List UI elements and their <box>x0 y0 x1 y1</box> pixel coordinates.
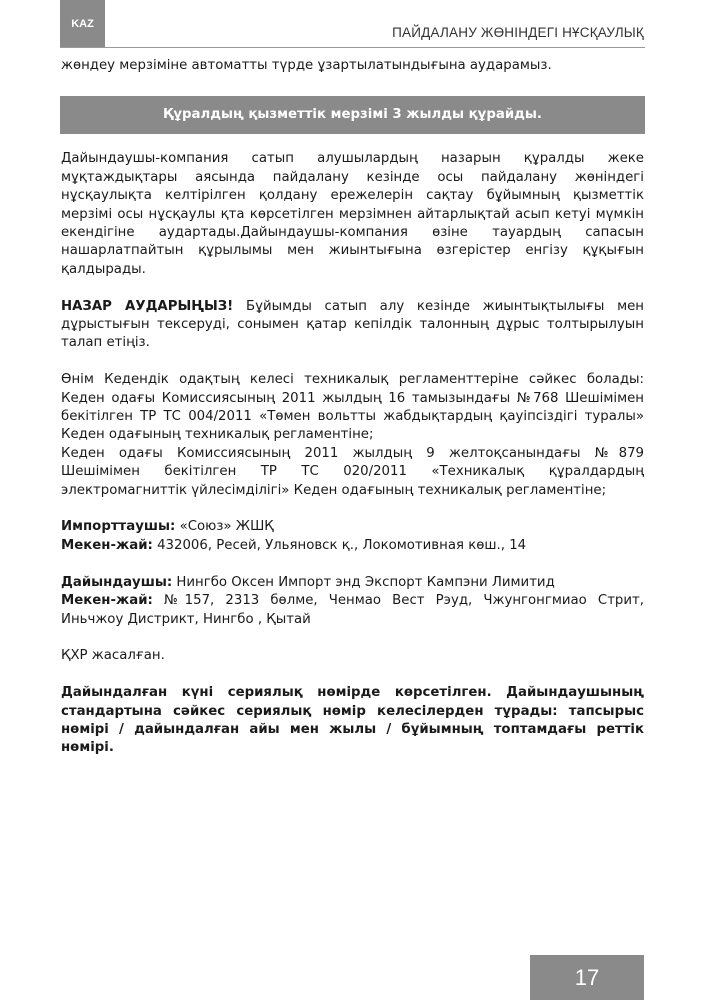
service-life-banner: Құралдың қызметтік мерзімі 3 жылды құрайды. <box>60 96 645 134</box>
manufacturer-notice-paragraph: Дайындаушы-компания сатып алушылардың назарын құралды жеке мұқтаждықтары аясында пайдалану кезінде осы пайдалану жөніндегі нұсқаулықта келтірілген қолдану ережелерін сақтау бұйымның қызметтік мерзімі осы нұсқаулы қта көрсетілген мерзімнен айтарлықтай асып кетуі мүмкін екендігіне аудартады.Дайындаушы-компания өзіне тауардың сапасын нашарлатпайтын құрылымы мен жиынтығына өзгерістер енгізу құқығын қалдырады. <box>61 151 644 277</box>
header-divider <box>60 47 645 48</box>
attention-paragraph <box>61 298 644 353</box>
page-header-title: ПАЙДАЛАНУ ЖӨНІНДЕГІ НҰСҚАУЛЫҚ <box>392 25 644 40</box>
serial-number-note-text: Дайындалған күні сериялық нөмірде көрсетілген. Дайындаушының стандартына сәйкес сериялық нөмір келесілерден тұрады: тапсырыс нөмірі / дайындалған айы мен жылы / бұйымның топтамдағы реттік нөмірі. <box>61 685 644 756</box>
attention-text: Бұйымды сатып алу кезінде жиынтықтылығы мен дұрыстығын тексеруді, сонымен қатар кепілдік талонның дұрыс толтырылуын талап етіңіз. <box>61 298 644 351</box>
importer-value: «Союз» ЖШҚ <box>175 519 274 535</box>
origin-text: ҚХР жасалған. <box>61 648 165 664</box>
serial-number-note <box>61 684 644 758</box>
importer-address-value: 432006, Ресей, Ульяновск қ., Локомотивная көш., 14 <box>152 537 527 553</box>
compliance-paragraph-2: Кеден одағы Комиссиясының 2011 жылдың 9 желтоқсанындағы №879 Шешімімен бекітілген ТР ТС 020/2011 «Техникалық құралдардың электромагниттік үйлесімділігі» Кеден одағының техникалық регламентіне; <box>61 445 644 498</box>
manufacturer-address-label: Мекен-жай: <box>61 593 153 609</box>
importer-line <box>61 518 644 536</box>
page-number: 17 <box>530 955 644 1000</box>
document-body <box>61 57 644 758</box>
attention-label: НАЗАР АУДАРЫҢЫЗ! <box>61 298 234 314</box>
manufacturer-address-line <box>61 592 644 629</box>
importer-label: Импорттаушы: <box>61 519 176 535</box>
manufacturer-value: Нингбо Оксен Импорт энд Экспорт Кампэни Лимитид <box>172 574 555 590</box>
compliance-paragraph: Өнім Кедендік одақтың келесі техникалық регламенттеріне сәйкес болады: Кеден одағы Комиссиясының 2011 жылдың 16 тамызындағы №768 Шешімімен бекітілген ТР ТС 004/2011 «Төмен вольтты жабдықтардың қауіпсіздігі туралы» Кеден одағының техникалық регламентіне; <box>61 372 644 443</box>
importer-address-label: Мекен-жай: <box>61 537 153 553</box>
manufacturer-line <box>61 574 644 592</box>
importer-address-line <box>61 537 644 555</box>
intro-text: жөндеу мерзіміне автоматты түрде ұзартылатындығына аударамыз. <box>61 58 552 73</box>
language-tab: KAZ <box>60 0 105 47</box>
manufacturer-label: Дайындаушы: <box>61 574 173 590</box>
manufacturer-address-value: №157, 2313 бөлме, Ченмао Вест Рэуд, Чжунгонгмиао Стрит, Иньчжоу Дистрикт, Нингбо , Қытай <box>61 593 644 627</box>
